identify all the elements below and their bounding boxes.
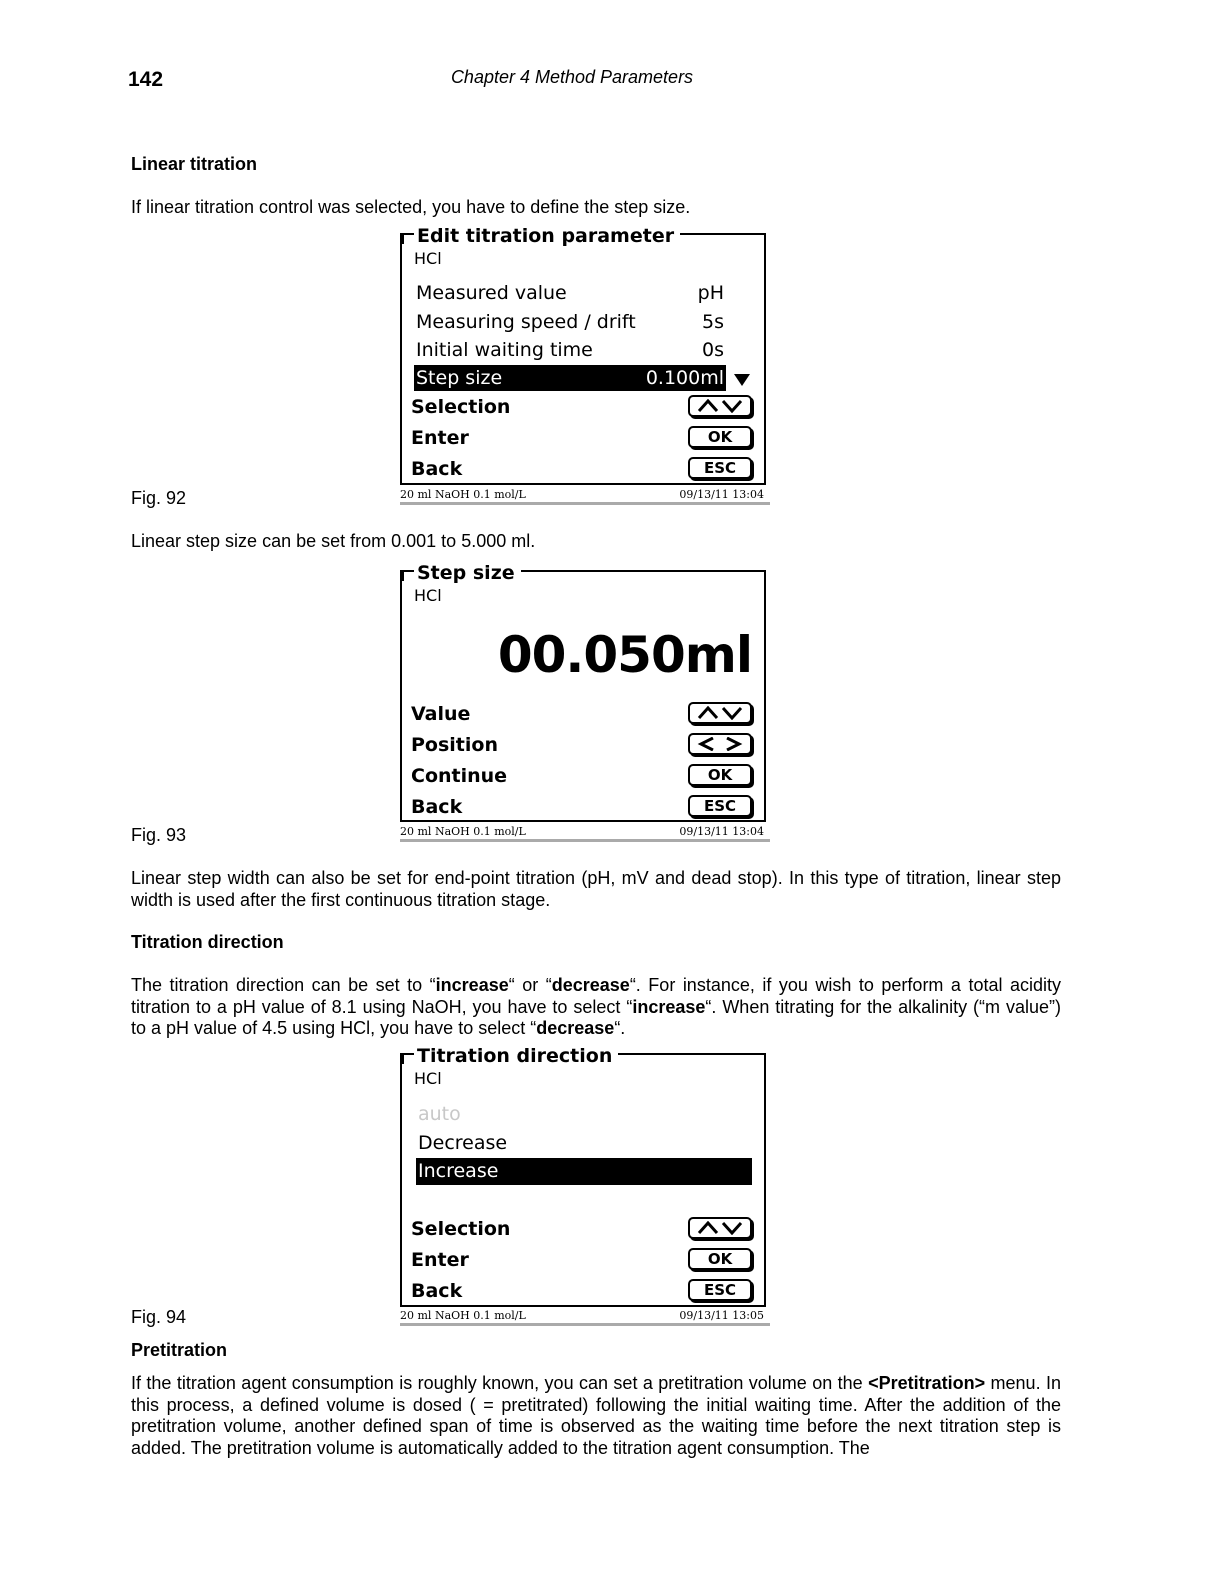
key-row-enter (411, 425, 752, 451)
option-decrease[interactable]: Decrease (418, 1132, 508, 1154)
screen-subtitle: HCl (414, 249, 442, 268)
param-step-size-selected[interactable] (414, 365, 726, 391)
key-row-continue (411, 763, 752, 789)
key-label: Back (411, 458, 463, 480)
param-label: Initial waiting time (416, 339, 593, 361)
key-label: Back (411, 1280, 463, 1302)
status-bar (400, 1308, 770, 1326)
status-bar (400, 487, 770, 505)
page-number: 142 (128, 68, 164, 91)
chapter-title: Chapter 4 Method Parameters (450, 67, 694, 87)
key-label: Selection (411, 396, 511, 418)
heading-linear-titration: Linear titration (131, 154, 258, 174)
screen-subtitle: HCl (414, 586, 442, 605)
up-down-key-button[interactable] (688, 702, 752, 724)
screen-title: Edit titration parameter (414, 225, 680, 247)
status-datetime: 09/13/11 13:04 (679, 488, 764, 501)
key-row-back (411, 456, 752, 482)
screen-titration-direction (400, 1045, 766, 1307)
key-row-back (411, 794, 752, 820)
paragraph-linear-intro: If linear titration control was selected, you have to define the step size. (131, 197, 691, 217)
status-reagent: 20 ml NaOH 0.1 mol/L (400, 488, 526, 501)
key-row-back (411, 1278, 752, 1304)
screen-title: Titration direction (414, 1045, 618, 1067)
param-value: 0.100ml (645, 367, 724, 389)
figure-label-92: Fig. 92 (131, 488, 187, 508)
key-label: Enter (411, 427, 469, 449)
paragraph-endpoint: Linear step width can also be set for end-point titration (pH, mV and dead stop). In this type of titration, linear step width is used after the first continuous titration stage. (131, 868, 1061, 910)
screen-title: Step size (414, 562, 521, 584)
key-row-selection (411, 1216, 752, 1242)
paragraph-titration-direction: The titration direction can be set to “increase“ or “decrease“. For instance, if you wish to perform a total acidity titration to a pH value of 8.1 using NaOH, you have to select “increase“. When titrating for the alkalinity (“m value”) to a pH value of 4.5 using HCl, you have to select “decrease“. (131, 975, 1061, 1038)
esc-key-button[interactable]: ESC (688, 1279, 752, 1301)
ok-key-button[interactable]: OK (688, 1248, 752, 1270)
status-bar (400, 824, 770, 842)
heading-pretitration: Pretitration (131, 1340, 228, 1360)
heading-titration-direction: Titration direction (131, 932, 284, 952)
screen-step-size (400, 562, 766, 822)
param-label: Measured value (416, 282, 567, 304)
param-label: Step size (416, 367, 503, 389)
key-label: Selection (411, 1218, 511, 1240)
key-row-position (411, 732, 752, 758)
key-label: Value (411, 703, 471, 725)
esc-key-button[interactable]: ESC (688, 795, 752, 817)
up-down-arrows-icon (695, 1221, 745, 1235)
status-reagent: 20 ml NaOH 0.1 mol/L (400, 1309, 526, 1322)
screen-edit-titration-parameter (400, 225, 766, 485)
param-value: pH (697, 282, 724, 304)
up-down-arrows-icon (695, 706, 745, 720)
param-measuring-speed[interactable] (414, 309, 750, 335)
left-right-arrows-icon (695, 737, 745, 751)
option-auto: auto (418, 1103, 461, 1125)
option-increase-selected[interactable]: Increase (416, 1158, 752, 1185)
up-down-key-button[interactable] (688, 1217, 752, 1239)
screen-subtitle: HCl (414, 1069, 442, 1088)
param-initial-waiting-time[interactable] (414, 337, 750, 363)
scroll-down-arrow-icon (734, 374, 750, 386)
key-row-value (411, 701, 752, 727)
param-label: Measuring speed / drift (416, 311, 636, 333)
key-label: Enter (411, 1249, 469, 1271)
key-row-selection (411, 394, 752, 420)
key-label: Continue (411, 765, 508, 787)
up-down-arrows-icon (695, 399, 745, 413)
paragraph-step-range: Linear step size can be set from 0.001 to 5.000 ml. (131, 531, 536, 551)
ok-key-button[interactable]: OK (688, 764, 752, 786)
param-measured-value[interactable] (414, 280, 750, 306)
param-value: 0s (702, 339, 724, 361)
status-datetime: 09/13/11 13:04 (679, 825, 764, 838)
paragraph-pretitration: If the titration agent consumption is roughly known, you can set a pretitration volume on the <Pretitration> menu. In this process, a defined volume is dosed ( = pretitrated) following the initial waiting time. After the addition of the pretitration volume, another defined span of time is observed as the waiting time before the next titration step is added. The pretitration volume is automatically added to the titration agent consumption. The (131, 1373, 1061, 1458)
status-datetime: 09/13/11 13:05 (679, 1309, 764, 1322)
figure-label-93: Fig. 93 (131, 825, 187, 845)
status-reagent: 20 ml NaOH 0.1 mol/L (400, 825, 526, 838)
esc-key-button[interactable]: ESC (688, 457, 752, 479)
ok-key-button[interactable]: OK (688, 426, 752, 448)
figure-label-94: Fig. 94 (131, 1307, 187, 1327)
key-label: Position (411, 734, 498, 756)
key-row-enter (411, 1247, 752, 1273)
left-right-key-button[interactable] (688, 733, 752, 755)
step-size-value[interactable]: 00.050ml (497, 626, 752, 684)
key-label: Back (411, 796, 463, 818)
up-down-key-button[interactable] (688, 395, 752, 417)
param-value: 5s (702, 311, 724, 333)
